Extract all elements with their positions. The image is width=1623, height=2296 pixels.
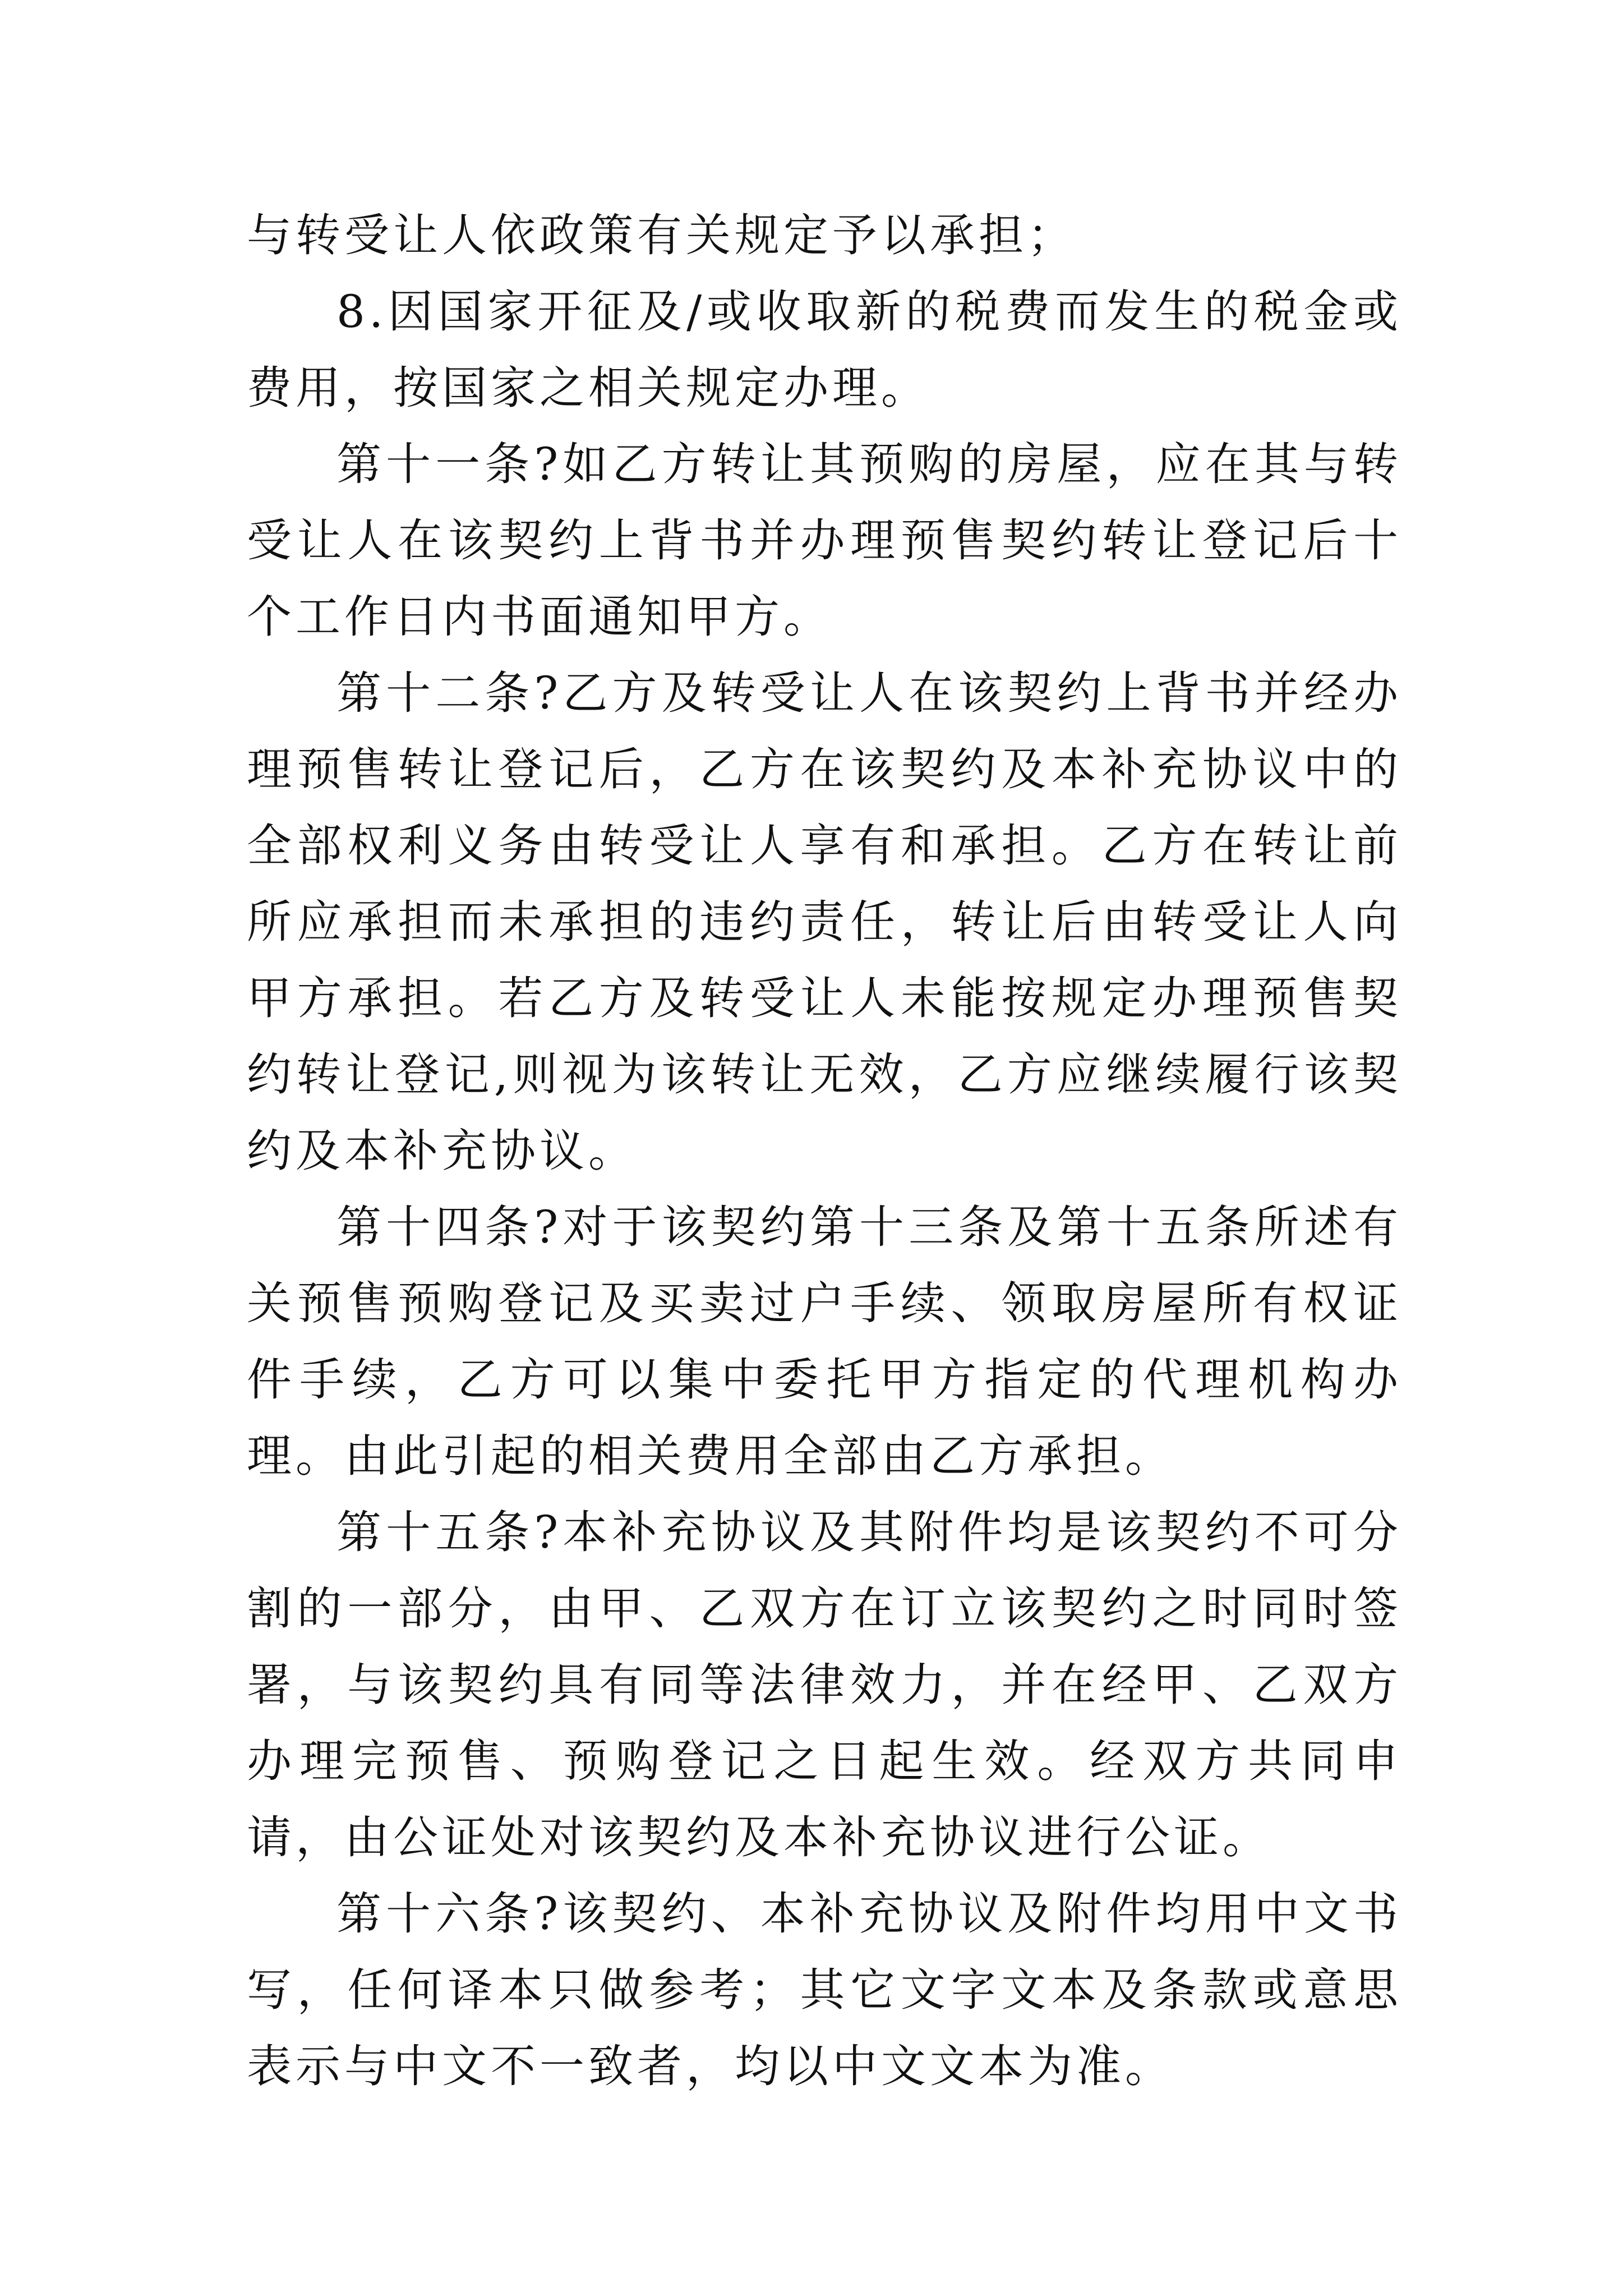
paragraph-item-8: 8.因国家开征及/或收取新的税费而发生的税金或费用，按国家之相关规定办理。 [247, 286, 1402, 414]
paragraph-article-15: 第十五条?本补充协议及其附件均是该契约不可分割的一部分，由甲、乙双方在订立该契约之时同时签署，与该契约具有同等法律效力，并在经甲、乙双方办理完预售、预购登记之日起生效。经双方共同申请，由公证处对该契约及本补充协议进行公证。 [247, 1506, 1402, 1864]
paragraph-continuation: 与转受让人依政策有关规定予以承担； [247, 209, 1076, 261]
paragraph-article-11: 第十一条?如乙方转让其预购的房屋，应在其与转受让人在该契约上背书并办理预售契约转让登记后十个工作日内书面通知甲方。 [247, 438, 1402, 643]
paragraph-article-16: 第十六条?该契约、本补充协议及附件均用中文书写，任何译本只做参考；其它文字文本及条款或意思表示与中文不一致者，均以中文文本为准。 [247, 1888, 1402, 2092]
document-body [247, 197, 1402, 2105]
paragraph-article-12: 第十二条?乙方及转受让人在该契约上背书并经办理预售转让登记后，乙方在该契约及本补充协议中的全部权利义务由转受让人享有和承担。乙方在转让前所应承担而未承担的违约责任，转让后由转受让人向甲方承担。若乙方及转受让人未能按规定办理预售契约转让登记,则视为该转让无效，乙方应继续履行该契约及本补充协议。 [247, 667, 1402, 1177]
paragraph-article-14: 第十四条?对于该契约第十三条及第十五条所述有关预售预购登记及买卖过户手续、领取房屋所有权证件手续，乙方可以集中委托甲方指定的代理机构办理。由此引起的相关费用全部由乙方承担。 [247, 1201, 1402, 1482]
